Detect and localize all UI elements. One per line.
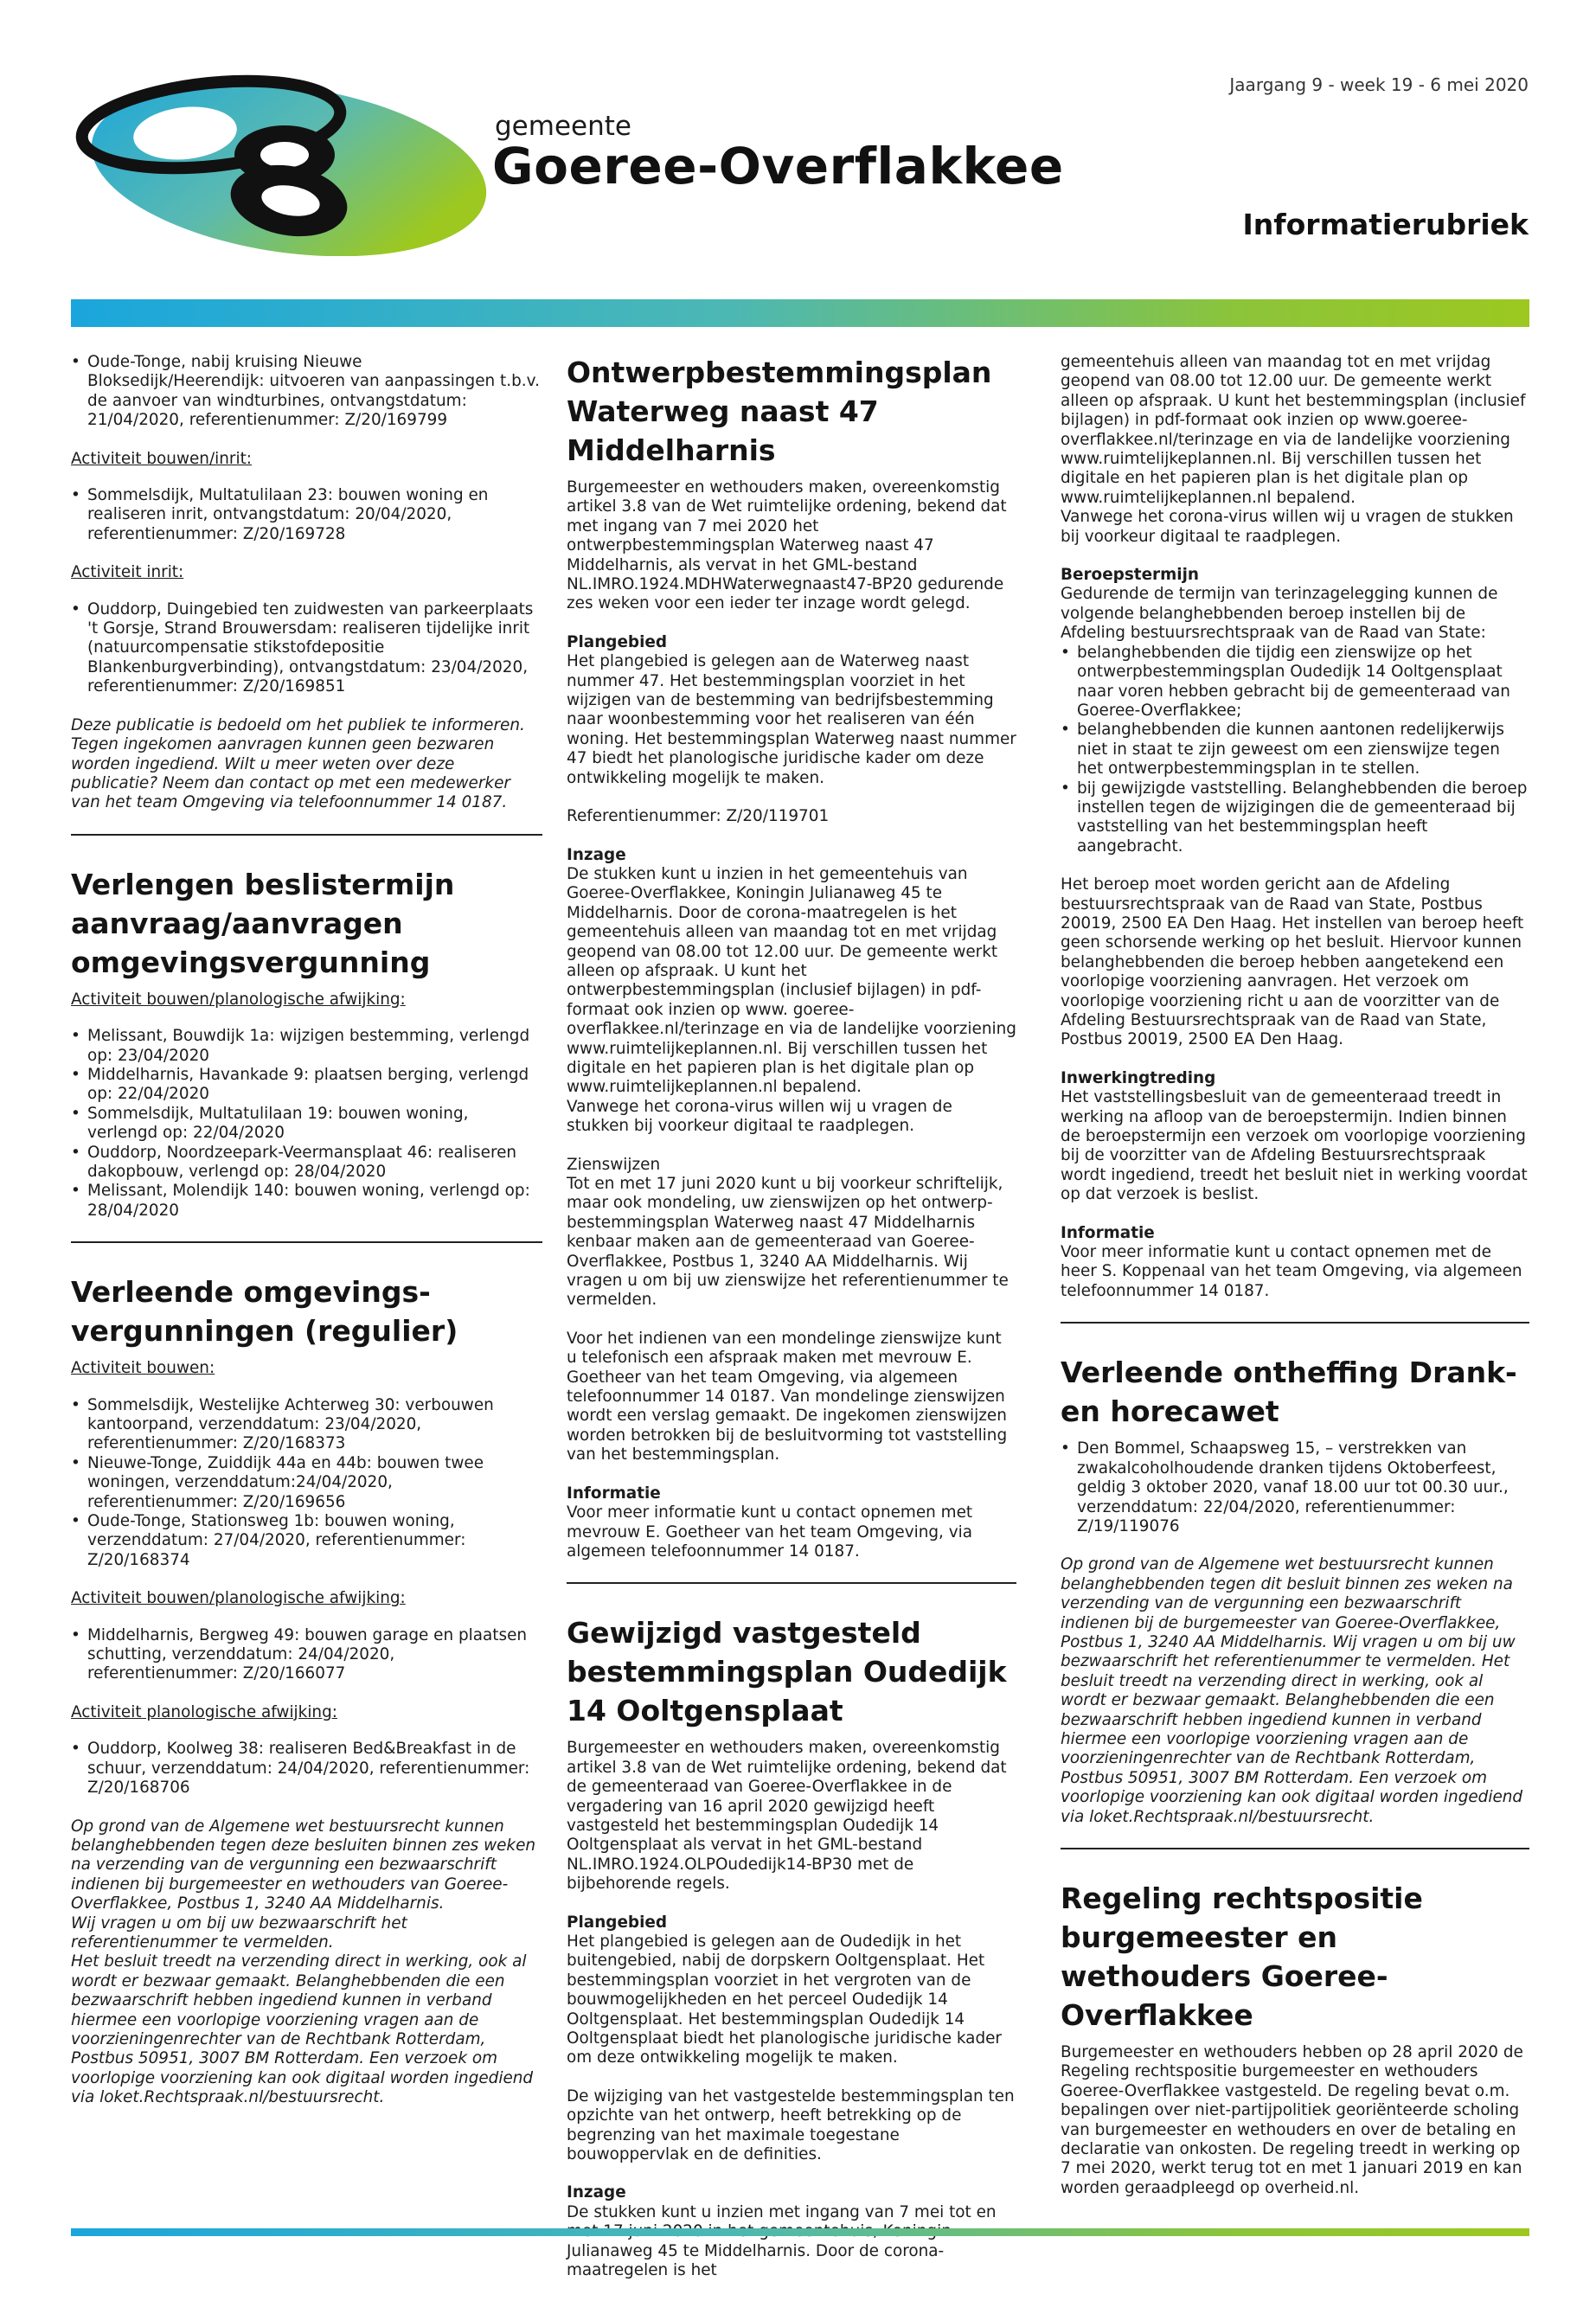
- plan-list: [71, 1740, 542, 1798]
- list-item: • Sommelsdijk, Multatulilaan 19: bouwen woning, verlengd op: 22/04/2020: [71, 1105, 542, 1144]
- bezwaar-note: Op grond van de Algemene wet bestuursrecht kunnen belanghebbenden tegen deze besluiten binnen zes weken na verzending van de vergunning een bezwaarschrift indienen bij burgemeester en wethouders van Goeree-Overflakkee, Postbus 1, 3240 AA Middelharnis.: [71, 1817, 536, 1913]
- heading-verleende-omgevingsvergunningen: Verleende omgevingsvergunningen (regulier): [71, 1275, 458, 1349]
- activity-label: Activiteit inrit:: [71, 563, 184, 582]
- activity-label: Activiteit planologische afwijking:: [71, 1702, 337, 1721]
- subheading: Inwerkingtreding: [1061, 1068, 1216, 1087]
- column-3: [1061, 353, 1529, 2198]
- bouwen-inrit-list: [71, 486, 542, 544]
- beroep-list: [1061, 644, 1529, 856]
- section-divider: [71, 834, 542, 836]
- list-item: • belanghebbenden die kunnen aantonen redelijkerwijs niet in staat te zijn geweest om een zienswijze tegen het ontwerpbestemmingsplan in te stellen.: [1061, 721, 1529, 779]
- heading-verleende-ontheffing: Verleende ontheffing Drank- en horecawet: [1061, 1356, 1517, 1429]
- section-divider: [71, 1241, 542, 1243]
- subheading: Plangebied: [567, 1913, 668, 1932]
- paragraph: Vanwege het corona-virus willen wij u vragen de stukken bij voorkeur digitaal te raadplegen.: [1061, 508, 1514, 546]
- bouwen-list: [71, 1396, 542, 1571]
- list-item: • Sommelsdijk, Westelijke Achterweg 30: verbouwen kantoorpand, verzenddatum: 23/04/2020, referentienummer: Z/20/168373: [71, 1396, 542, 1454]
- paragraph: Burgemeester en wethouders maken, overeenkomstig artikel 3.8 van de Wet ruimtelijke ordening, bekend dat met ingang van 7 mei 2020 het ontwerpbestemmingsplan Waterweg naast 47 Middelharnis, als vervat in het GML-bestand NL.IMRO.1924.MDHWaterwegnaast47-BP20 gedurende zes weken voor een ieder ter inzage wordt gelegd.: [567, 478, 1007, 613]
- list-item: • Sommelsdijk, Multatulilaan 23: bouwen woning en realiseren inrit, ontvangstdatum: 20/04/2020, referentienummer: Z/20/169728: [71, 486, 542, 544]
- bezwaar-note: Op grond van de Algemene wet bestuursrecht kunnen belanghebbenden tegen dit besluit binnen zes weken na verzending van de vergunning een bezwaarschrift indienen bij de burgemeester van Goeree-Overflakkee, Postbus 1, 3240 AA Middelharnis. Wij vragen u om bij uw bezwaarschrift het referentienummer te vermelden. Het besluit treedt na verzending direct in werking, ook al wordt er bezwaar gemaakt. Belanghebbenden die een bezwaarschrift hebben ingediend kunnen in verband hiermee een voorlopige voorziening vragen aan de voorzieningenrechter van de Rechtbank Rotterdam, Postbus 50951, 3007 BM Rotterdam. Een verzoek om voorlopige voorziening kan ook digitaal worden ingediend via loket.Rechtspraak.nl/bestuursrecht.: [1061, 1555, 1523, 1826]
- heading-gewijzigd-bestemmingsplan-oudedijk: Gewijzigd vastgesteld bestemmingsplan Oudedijk 14 Ooltgensplaat: [567, 1616, 1007, 1728]
- footer-gradient-bar: [71, 2228, 1529, 2236]
- section-divider: [567, 1582, 1016, 1584]
- list-item: • Melissant, Bouwdijk 1a: wijzigen bestemming, verlengd op: 23/04/2020: [71, 1027, 542, 1066]
- subheading: Inzage: [567, 845, 626, 864]
- list-item: • Middelharnis, Bergweg 49: bouwen garage en plaatsen schutting, verzenddatum: 24/04/2020, referentienummer: Z/20/166077: [71, 1626, 542, 1684]
- list-item: • Ouddorp, Koolweg 38: realiseren Bed&Breakfast in de schuur, verzenddatum: 24/04/2020, referentienummer: Z/20/168706: [71, 1740, 542, 1798]
- brand-gemeente-label: gemeente: [495, 111, 631, 142]
- list-item: • Ouddorp, Duingebied ten zuidwesten van parkeerplaats 't Gorsje, Strand Brouwersdam: realiseren tijdelijke inrit (natuurcompensatie stikstofdepositie Blankenburgverbinding), ontvangstdatum: 23/04/2020, referentienummer: Z/20/169851: [71, 600, 542, 697]
- list-item: • Nieuwe-Tonge, Zuiddijk 44a en 44b: bouwen twee woningen, verzenddatum:24/04/2020, referentienummer: Z/20/169656: [71, 1454, 542, 1512]
- header-gradient-bar: [71, 299, 1529, 327]
- paragraph: Tot en met 17 juni 2020 kunt u bij voorkeur schriftelijk, maar ook mondeling, uw zienswijzen op het ontwerp-bestemmingsplan Waterweg naast 47 Middelharnis kenbaar maken aan de gemeenteraad van Goeree-Overflakkee, Postbus 1, 3240 AA Middelharnis. Wij vragen u om bij uw zienswijze het referentienummer te vermelden.: [567, 1175, 1009, 1310]
- section-divider: [1061, 1848, 1529, 1849]
- inrit-list: [71, 600, 542, 697]
- bezwaar-note: Het besluit treedt na verzending direct in werking, ook al wordt er bezwaar gemaakt. Belanghebbenden die een bezwaarschrift hebben ingediend kunnen in verband hiermee een voorlopige voorziening vragen aan de voorzieningenrechter van de Rechtbank Rotterdam, Postbus 50951, 3007 BM Rotterdam. Een verzoek om voorlopige voorziening kan ook digitaal worden ingediend via loket.Rechtspraak.nl/bestuursrecht.: [71, 1952, 534, 2107]
- intro-list: [71, 353, 542, 431]
- paragraph: Het plangebied is gelegen aan de Waterweg naast nummer 47. Het bestemmingsplan voorziet in het wijzigen van de bestemming van bedrijfsbestemming naar woonbestemming voor het realiseren van één woning. Het bestemmingsplan Waterweg naast nummer 47 biedt het planologische juridische kader om deze ontwikkeling mogelijk te maken.: [567, 652, 1016, 787]
- ontheffing-list: [1061, 1439, 1529, 1536]
- bezwaar-note: Wij vragen u om bij uw bezwaarschrift het referentienummer te vermelden.: [71, 1913, 407, 1952]
- paragraph: gemeentehuis alleen van maandag tot en met vrijdag geopend van 08.00 tot 12.00 uur. De gemeente werkt alleen op afspraak. U kunt het bestemmingsplan (inclusief bijlagen) in pdf-formaat ook inzien op www.goeree-overflakkee.nl/terinzage en via de landelijke voorziening www.ruimtelijkeplannen.nl. Bij verschillen tussen het digitale en het papieren plan is het digitale plan op www.ruimtelijkeplannen.nl bepalend.: [1061, 353, 1526, 507]
- municipality-logo: [73, 73, 488, 256]
- paragraph: De wijziging van het vastgestelde bestemmingsplan ten opzichte van het ontwerp, heeft betrekking op de begrenzing van het maximale toegestane bouwoppervlak en de definities.: [567, 2086, 1015, 2164]
- paragraph: Voor meer informatie kunt u contact opnemen met mevrouw E. Goetheer van het team Omgeving, via algemeen telefoonnummer 14 0187.: [567, 1503, 973, 1561]
- list-item: • belanghebbenden die tijdig een zienswijze op het ontwerpbestemmingsplan Oudedijk 14 Ooltgensplaat naar voren hebben gebracht bij de gemeenteraad van Goeree-Overflakkee;: [1061, 644, 1529, 721]
- verlengen-list: [71, 1027, 542, 1221]
- activity-label: Activiteit bouwen/inrit:: [71, 449, 253, 468]
- activity-label: Activiteit bouwen:: [71, 1359, 215, 1378]
- heading-verlengen-beslistermijn: Verlengen beslistermijn aanvraag/aanvragen omgevingsvergunning: [71, 867, 455, 979]
- column-1: [71, 353, 542, 2108]
- subheading: Inzage: [567, 2183, 626, 2202]
- list-item: • Den Bommel, Schaapsweg 15, – verstrekken van zwakalcoholhoudende dranken tijdens Oktoberfeest, geldig 3 oktober 2020, vanaf 18.00 uur tot 00.30 uur., verzenddatum: 22/04/2020, referentienummer: Z/19/119076: [1061, 1439, 1529, 1536]
- list-item: • Oude-Tonge, nabij kruising Nieuwe Bloksedijk/Heerendijk: uitvoeren van aanpassingen t.b.v. de aanvoer van windturbines, ontvangstdatum: 21/04/2020, referentienummer: Z/20/169799: [71, 353, 542, 431]
- list-item: • Middelharnis, Havankade 9: plaatsen berging, verlengd op: 22/04/2020: [71, 1066, 542, 1105]
- subheading: Plangebied: [567, 632, 668, 651]
- paragraph: Het plangebied is gelegen aan de Oudedijk in het buitengebied, nabij de dorpskern Ooltgensplaat. Het bestemmingsplan voorziet in het vergroten van de bouwmogelijkheden en het perceel Oudedijk 14 Ooltgensplaat. Het bestemmingsplan Oudedijk 14 Ooltgensplaat biedt het planologische juridische kader om deze ontwikkeling mogelijk te maken.: [567, 1932, 1002, 2067]
- paragraph: Vanwege het corona-virus willen wij u vragen de stukken bij voorkeur digitaal te raadplegen.: [567, 1097, 952, 1136]
- issue-info: Jaargang 9 - week 19 - 6 mei 2020: [1229, 74, 1529, 95]
- subheading: Zienswijzen: [567, 1155, 661, 1174]
- activity-label: Activiteit bouwen/planologische afwijking:: [71, 1589, 406, 1608]
- paragraph: Voor meer informatie kunt u contact opnemen met de heer S. Koppenaal van het team Omgeving, via algemeen telefoonnummer 14 0187.: [1061, 1243, 1522, 1300]
- heading-ontwerpbestemmingsplan-waterweg: Ontwerpbestemmingsplan Waterweg naast 47 Middelharnis: [567, 356, 992, 467]
- brand-name: Goeree-Overflakkee: [492, 137, 1064, 195]
- paragraph: Gedurende de termijn van terinzagelegging kunnen de volgende belanghebbenden beroep instellen bij de Afdeling bestuursrechtspraak van de Raad van State:: [1061, 585, 1498, 643]
- activity-label: Activiteit bouwen/planologische afwijking:: [71, 990, 406, 1009]
- column-2: [567, 353, 1016, 2280]
- paragraph: De stukken kunt u inzien met ingang van 7 mei tot en Julianaweg 45 te Middelharnis. Door de corona-maatregelen is het: [567, 2202, 997, 2280]
- subheading: Informatie: [1061, 1223, 1155, 1242]
- paragraph: Voor het indienen van een mondelinge zienswijze kunt u telefonisch een afspraak maken met mevrouw E. Goetheer van het team Omgeving, via algemeen telefoonnummer 14 0187. Van mondelinge zienswijzen wordt een verslag gemaakt. De ingekomen zienswijzen worden betrokken bij de besluitvorming tot vaststelling van het bestemmingsplan.: [567, 1329, 1008, 1465]
- paragraph: Burgemeester en wethouders hebben op 28 april 2020 de Regeling rechtspositie burgemeester en wethouders Goeree-Overflakkee vastgesteld. De regeling bevat o.m. bepalingen over niet-partijpolitiek georiënteerde scholing van burgemeester en wethouders en over de betaling en declaratie van onkosten. De regeling treedt in werking op 7 mei 2020, werkt terug tot en met 1 januari 2019 en kan worden geraadpleegd op overheid.nl.: [1061, 2043, 1523, 2197]
- subheading: Beroepstermijn: [1061, 566, 1199, 585]
- list-item: • bij gewijzigde vaststelling. Belanghebbenden die beroep instellen tegen de wijzigingen die de gemeenteraad bij vaststelling van het bestemmingsplan heeft aangebracht.: [1061, 779, 1529, 857]
- subheading: Informatie: [567, 1484, 661, 1503]
- publication-note: Deze publicatie is bedoeld om het publiek te informeren. Tegen ingekomen aanvragen kunnen geen bezwaren worden ingediend. Wilt u meer weten over deze publicatie? Neem dan contact op met een medewerker van het team Omgeving via telefoonnummer 14 0187.: [71, 715, 525, 812]
- section-divider: [1061, 1322, 1529, 1324]
- heading-regeling-rechtspositie: Regeling rechtspositie burgemeester en wethouders Goeree-Overflakkee: [1061, 1881, 1423, 2032]
- list-item: • Oude-Tonge, Stationsweg 1b: bouwen woning, verzenddatum: 27/04/2020, referentienummer: Z/20/168374: [71, 1512, 542, 1570]
- paragraph: Het beroep moet worden gericht aan de Afdeling bestuursrechtspraak van de Raad van State, Postbus 20019, 2500 EA Den Haag. Het instellen van beroep heeft geen schorsende werking op het besluit. Hiervoor kunnen belanghebbenden die beroep hebben aangetekend een voorlopige voorziening aanvragen. Het verzoek om voorlopige voorziening richt u aan de voorzitter van de Afdeling Bestuursrechtspraak van de Raad van State, Postbus 20019, 2500 EA Den Haag.: [1061, 875, 1524, 1049]
- section-title: Informatierubriek: [1242, 208, 1529, 241]
- bouwen-plan-list: [71, 1626, 542, 1684]
- reference-number: Referentienummer: Z/20/119701: [567, 807, 830, 826]
- list-item: • Melissant, Molendijk 140: bouwen woning, verlengd op: 28/04/2020: [71, 1182, 542, 1221]
- paragraph: Burgemeester en wethouders maken, overeenkomstig artikel 3.8 van de Wet ruimtelijke ordening, bekend dat de gemeenteraad van Goeree-Overflakkee in de vergadering van 16 april 2020 gewijzigd heeft vastgesteld het bestemmingsplan Oudedijk 14 Ooltgensplaat als vervat in het GML-bestand NL.IMRO.1924.OLPOudedijk14-BP30 met de bijbehorende regels.: [567, 1739, 1007, 1894]
- list-item: • Ouddorp, Noordzeepark-Veermansplaat 46: realiseren dakopbouw, verlengd op: 28/04/2020: [71, 1144, 542, 1183]
- paragraph: Het vaststellingsbesluit van de gemeenteraad treedt in werking na afloop van de beroepstermijn. Indien binnen de beroepstermijn een verzoek om voorlopige voorziening bij de voorzitter van de Afdeling Bestuursrechtspraak wordt ingediend, treedt het besluit niet in werking voordat op dat verzoek is beslist.: [1061, 1088, 1528, 1204]
- paragraph: De stukken kunt u inzien in het gemeentehuis van Goeree-Overflakkee, Koningin Julianaweg 45 te Middelharnis. Door de corona-maatregelen is het gemeentehuis alleen van maandag tot en met vrijdag geopend van 08.00 tot 12.00 uur. De gemeente werkt alleen op afspraak. U kunt het ontwerpbestemmingsplan (inclusief bijlagen) in pdf-formaat ook inzien op www. goeree-overflakkee.nl/terinzage en via de landelijke voorziening www.ruimtelijkeplannen.nl. Bij verschillen tussen het digitale en het papieren plan is het digitale plan op www.ruimtelijkeplannen.nl bepalend.: [567, 864, 1016, 1097]
